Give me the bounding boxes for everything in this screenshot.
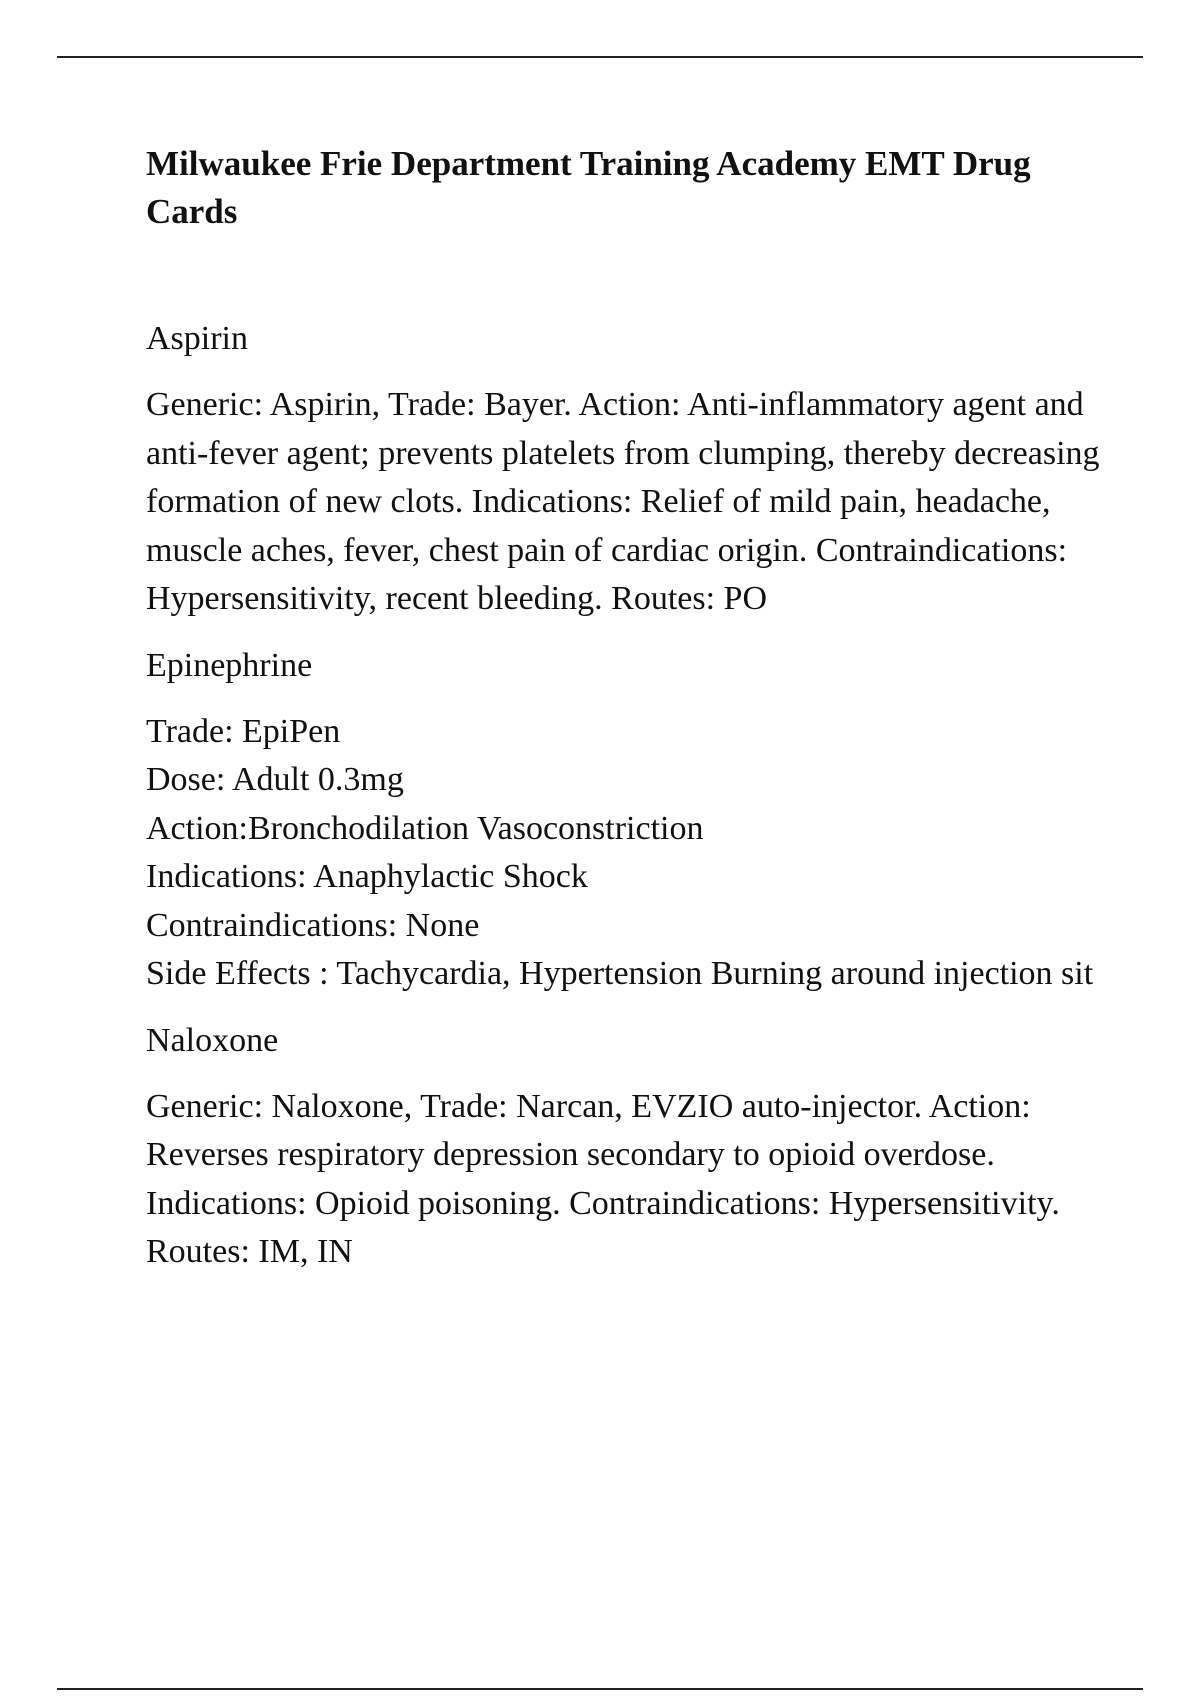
drug-description: Generic: Naloxone, Trade: Narcan, EVZIO auto-injector. Action: Reverses respiratory depression secondary to opioid overdose. Indications: Opioid poisoning. Contraindications: Hypersensitivity. Routes: IM, IN xyxy=(146,1087,1060,1270)
drug-card-aspirin xyxy=(146,315,1106,624)
drug-detail-line: Trade: EpiPen xyxy=(146,712,341,750)
drug-detail-line: Contraindications: None xyxy=(146,906,480,944)
drug-card-naloxone xyxy=(146,1017,1106,1277)
drug-name: Aspirin xyxy=(146,320,248,357)
drug-name: Naloxone xyxy=(146,1021,279,1059)
drug-detail-line: Dose: Adult 0.3mg xyxy=(146,761,404,798)
document-title: Milwaukee Frie Department Training Academy EMT Drug Cards xyxy=(146,144,1031,231)
bottom-divider xyxy=(57,1688,1143,1690)
drug-detail-line: Indications: Anaphylactic Shock xyxy=(146,858,588,895)
drug-details xyxy=(146,708,1106,999)
drug-detail-line: Action:Bronchodilation Vasoconstriction xyxy=(146,809,704,847)
page-content xyxy=(146,140,1106,1277)
drug-detail-line: Side Effects : Tachycardia, Hypertension Burning around injection sit xyxy=(146,955,1094,992)
top-divider xyxy=(57,56,1143,58)
drug-card-epinephrine xyxy=(146,642,1106,999)
drug-description: Generic: Aspirin, Trade: Bayer. Action: Anti-inflammatory agent and anti-fever agent; prevents platelets from clumping, thereby decreasing formation of new clots. Indications: Relief of mild pain, headache, muscle aches, fever, chest pain of cardiac origin. Contraindications: Hypersensitivity, recent bleeding. Routes: PO xyxy=(146,386,1100,617)
drug-name: Epinephrine xyxy=(146,646,313,684)
